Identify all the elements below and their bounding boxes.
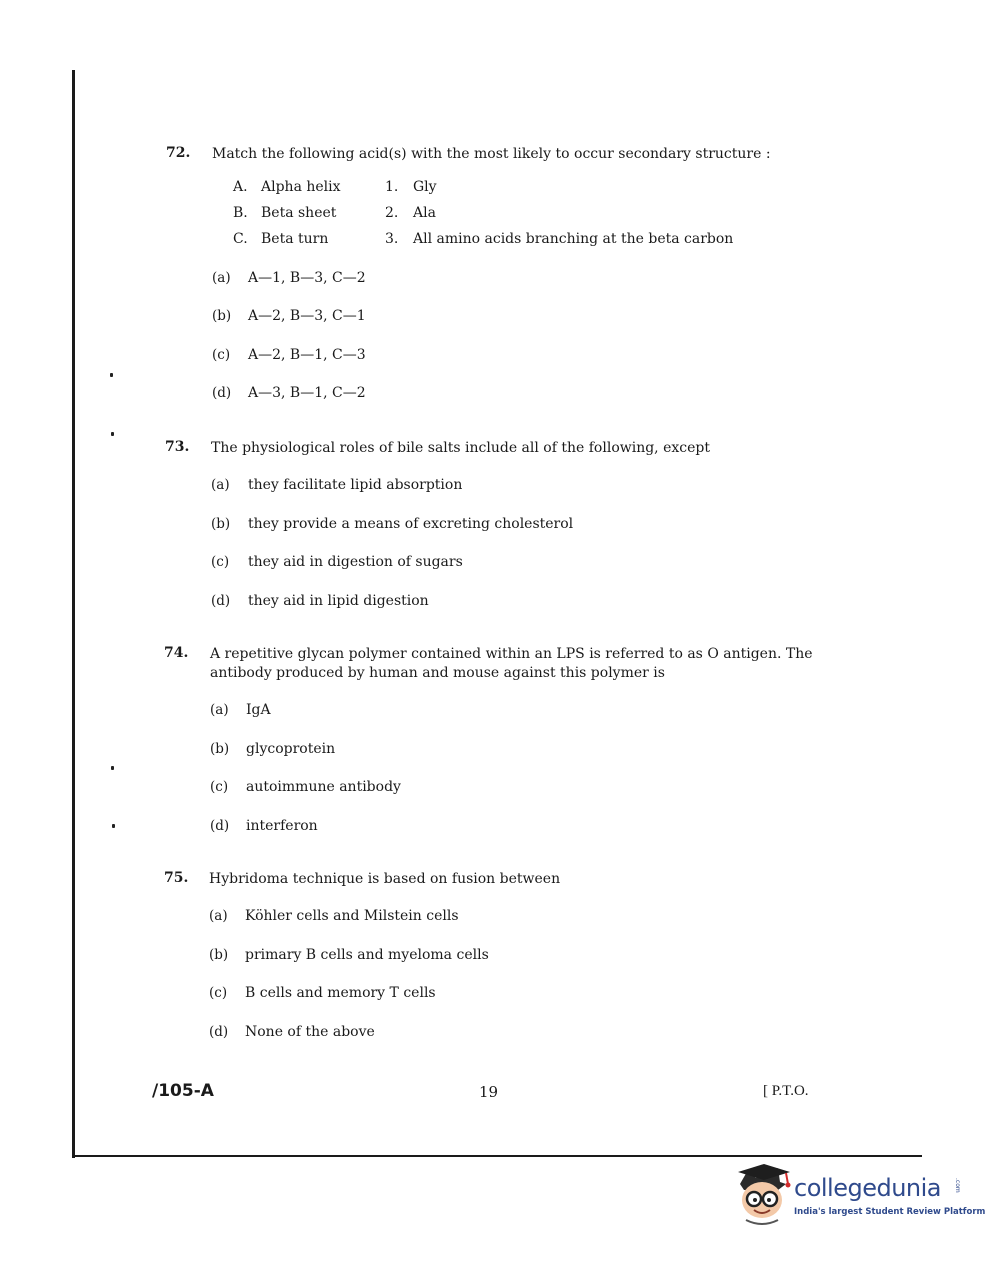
match-right-item: Gly [413,179,437,195]
match-left-item: Beta sheet [261,205,337,221]
option-label: (c) [212,347,231,363]
option-label: (d) [210,818,230,834]
match-right-key: 3. [385,231,399,247]
match-left-key: A. [233,179,248,195]
match-left-key: B. [233,205,248,221]
option-text: A—2, B—1, C—3 [248,347,366,363]
option-text: they aid in digestion of sugars [248,554,463,570]
question-text-72: Match the following acid(s) with the most likely to occur secondary structure : [212,146,771,162]
option-text: glycoprotein [246,741,336,757]
scan-speck [112,824,115,828]
paper-code: /105-A [152,1081,214,1101]
option-text: None of the above [245,1024,375,1040]
question-text-74-line2: antibody produced by human and mouse against this polymer is [210,665,665,681]
option-text: interferon [246,818,318,834]
page-number: 19 [479,1083,499,1101]
option-text: Köhler cells and Milstein cells [245,908,459,924]
option-text: B cells and memory T cells [245,985,436,1001]
option-label: (a) [210,702,229,718]
match-right-key: 2. [385,205,399,221]
option-text: A—3, B—1, C—2 [248,385,366,401]
match-left-item: Alpha helix [261,179,341,195]
mascot-icon [734,1162,794,1226]
match-right-item: All amino acids branching at the beta carbon [413,231,734,247]
logo-tagline: India's largest Student Review Platform [794,1207,986,1217]
option-label: (b) [212,308,232,324]
option-text: A—1, B—3, C—2 [248,270,366,286]
option-label: (c) [210,779,229,795]
question-number-72: 72. [166,145,191,161]
option-label: (d) [209,1024,229,1040]
scan-speck [111,766,114,770]
option-label: (c) [211,554,230,570]
option-label: (c) [209,985,228,1001]
question-number-73: 73. [165,439,190,455]
option-text: autoimmune antibody [246,779,401,795]
option-label: (a) [209,908,228,924]
option-label: (d) [211,593,231,609]
question-text-74-line1: A repetitive glycan polymer contained within an LPS is referred to as O antigen. The [210,646,813,662]
option-label: (a) [212,270,231,286]
option-label: (d) [212,385,232,401]
option-text: they aid in lipid digestion [248,593,429,609]
please-turn-over: [ P.T.O. [763,1083,809,1099]
match-left-key: C. [233,231,248,247]
question-text-75: Hybridoma technique is based on fusion between [209,871,561,887]
question-number-75: 75. [164,870,189,886]
option-label: (a) [211,477,230,493]
collegedunia-logo [734,1160,986,1230]
option-label: (b) [210,741,230,757]
scan-speck [111,432,114,436]
option-text: IgA [246,702,271,718]
question-number-74: 74. [164,645,189,661]
question-text-73: The physiological roles of bile salts include all of the following, except [211,440,710,456]
logo-wordmark: collegedunia [794,1174,942,1202]
option-text: primary B cells and myeloma cells [245,947,489,963]
option-label: (b) [209,947,229,963]
option-label: (b) [211,516,231,532]
option-text: A—2, B—3, C—1 [248,308,366,324]
left-margin-rule [72,70,75,1158]
option-text: they provide a means of excreting cholesterol [248,516,574,532]
option-text: they facilitate lipid absorption [248,477,463,493]
bottom-rule [72,1155,922,1157]
scan-speck [110,373,113,377]
logo-dotcom: .com [954,1178,961,1193]
match-left-item: Beta turn [261,231,329,247]
match-right-item: Ala [413,205,436,221]
match-right-key: 1. [385,179,399,195]
